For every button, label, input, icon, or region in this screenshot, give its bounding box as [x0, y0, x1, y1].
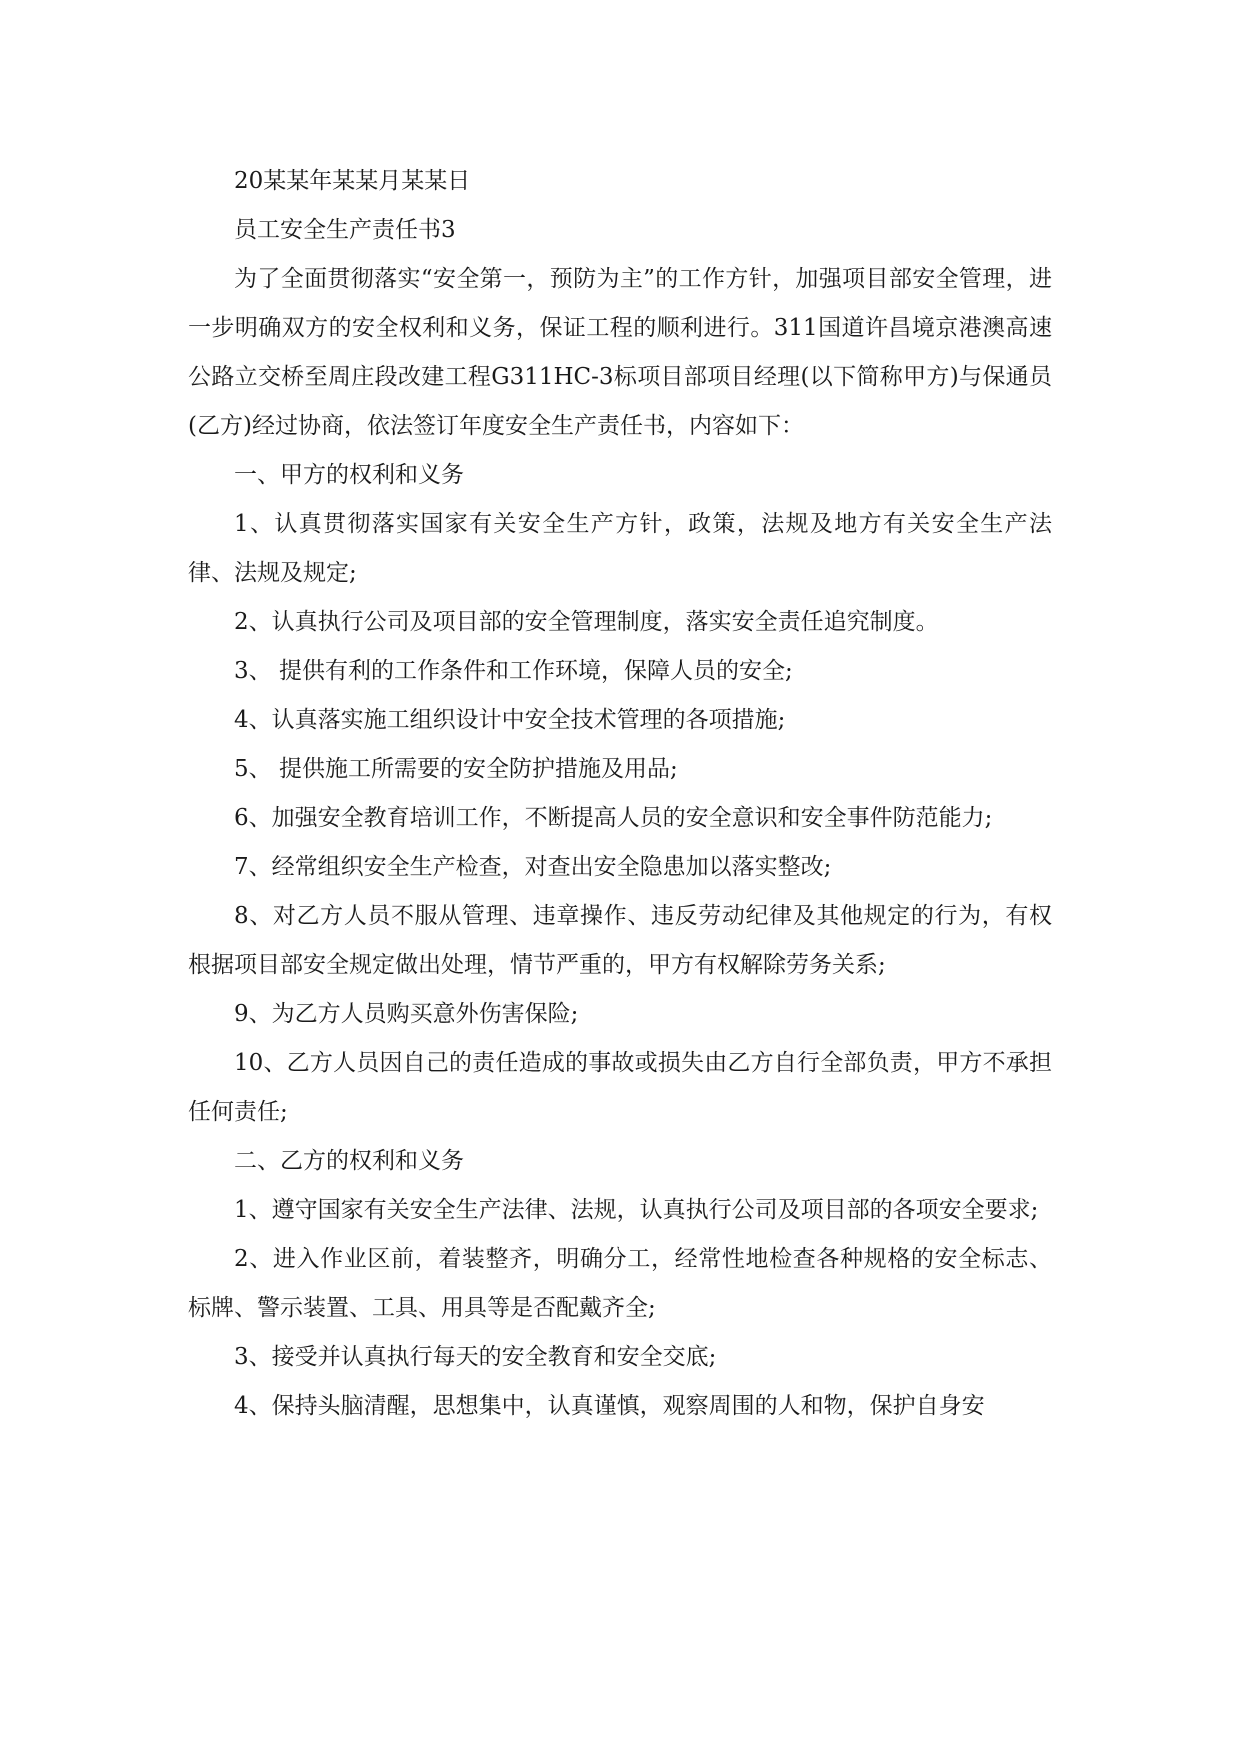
party-a-item-8: 8、对乙方人员不服从管理、违章操作、违反劳动纪律及其他规定的行为，有权根据项目部安全规定做出处理，情节严重的，甲方有权解除劳务关系; [188, 903, 1052, 978]
date-line: 20某某年某某月某某日 [234, 168, 471, 194]
document-title: 员工安全生产责任书3 [234, 217, 456, 243]
section-heading-party-a: 一、甲方的权利和义务 [234, 462, 464, 488]
intro-paragraph: 为了全面贯彻落实“安全第一，预防为主”的工作方针，加强项目部安全管理，进一步明确双方的安全权利和义务，保证工程的顺利进行。311国道许昌境京港澳高速公路立交桥至周庄段改建工程G311HC-3标项目部项目经理(以下简称甲方)与保通员(乙方)经过协商，依法签订年度安全生产责任书，内容如下： [188, 266, 1052, 439]
party-b-item-3: 3、接受并认真执行每天的安全教育和安全交底; [234, 1344, 717, 1370]
section-heading-party-b: 二、乙方的权利和义务 [234, 1148, 464, 1174]
party-b-item-2: 2、进入作业区前，着装整齐，明确分工，经常性地检查各种规格的安全标志、标牌、警示装置、工具、用具等是否配戴齐全; [188, 1246, 1052, 1321]
document-body [188, 157, 1052, 1431]
party-a-item-9: 9、为乙方人员购买意外伤害保险; [234, 1001, 579, 1027]
party-b-item-4: 4、保持头脑清醒，思想集中，认真谨慎，观察周围的人和物，保护自身安 [234, 1393, 985, 1419]
party-a-item-5: 5、 提供施工所需要的安全防护措施及用品; [234, 756, 678, 782]
party-a-item-6: 6、加强安全教育培训工作，不断提高人员的安全意识和安全事件防范能力; [234, 805, 993, 831]
party-a-item-7: 7、经常组织安全生产检查，对查出安全隐患加以落实整改; [234, 854, 832, 880]
party-a-item-2: 2、认真执行公司及项目部的安全管理制度，落实安全责任追究制度。 [234, 609, 939, 635]
party-a-item-4: 4、认真落实施工组织设计中安全技术管理的各项措施; [234, 707, 786, 733]
party-a-item-10: 10、乙方人员因自己的责任造成的事故或损失由乙方自行全部负责，甲方不承担任何责任; [188, 1050, 1052, 1125]
party-a-item-3: 3、 提供有利的工作条件和工作环境，保障人员的安全; [234, 658, 793, 684]
party-a-item-1: 1、认真贯彻落实国家有关安全生产方针，政策，法规及地方有关安全生产法律、法规及规定; [188, 511, 1052, 586]
party-b-item-1: 1、遵守国家有关安全生产法律、法规，认真执行公司及项目部的各项安全要求; [234, 1197, 1039, 1223]
